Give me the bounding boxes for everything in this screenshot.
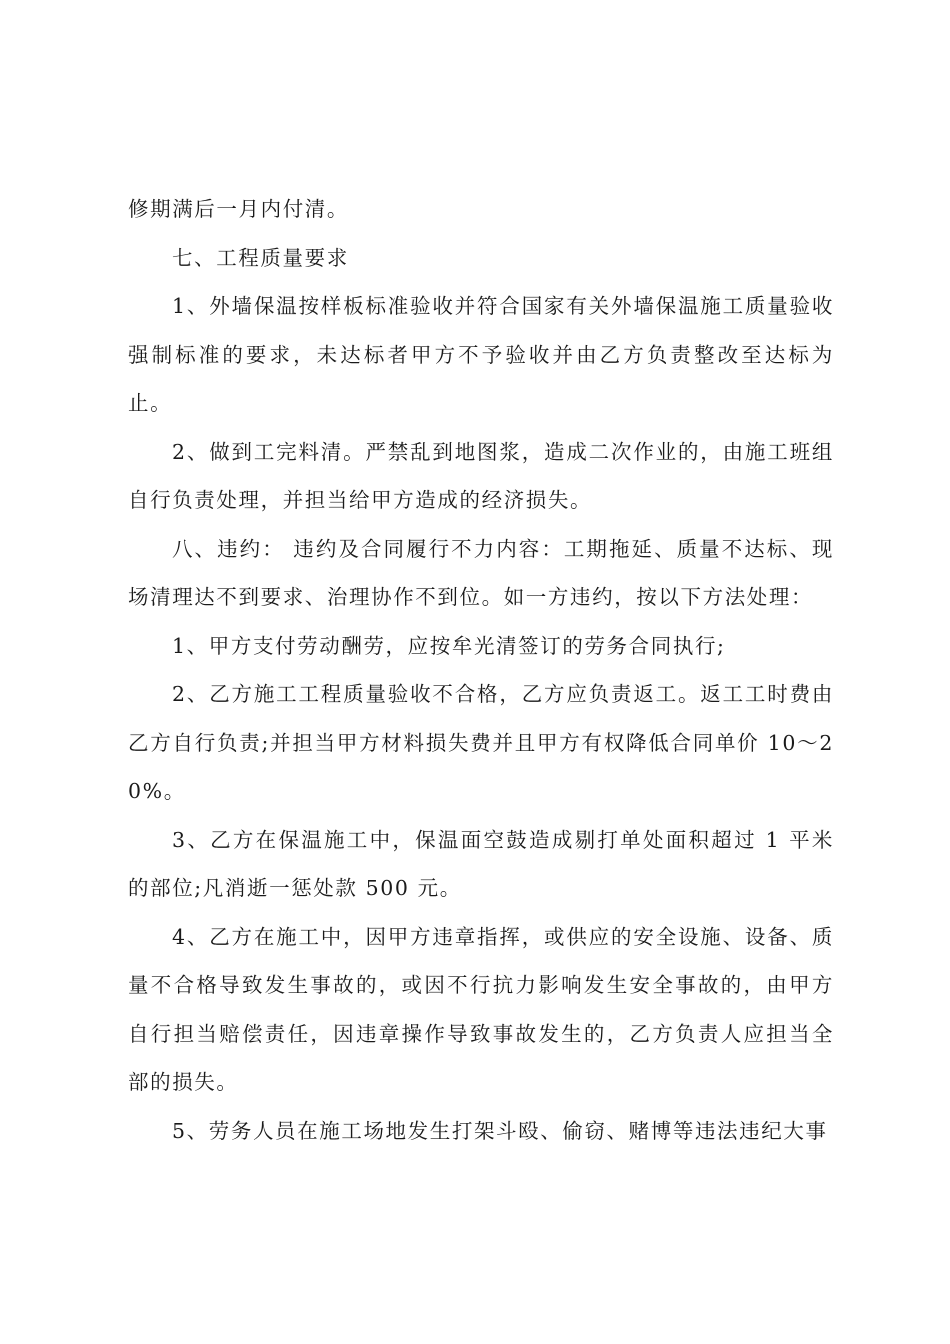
section-heading-breach: 八、违约： 违约及合同履行不力内容：工期拖延、质量不达标、现场清理达不到要求、治理协作不到位。如一方违约，按以下方法处理： bbox=[128, 536, 834, 609]
paragraph-breach-2: 2、乙方施工工程质量验收不合格，乙方应负责返工。返工工时费由乙方自行负责;并担当甲方材料损失费并且甲方有权降低合同单价 10～20%。 bbox=[128, 682, 834, 803]
paragraph-breach-3: 3、乙方在保温施工中，保温面空鼓造成剔打单处面积超过 1 平米的部位;凡消逝一惩处款 500 元。 bbox=[128, 827, 834, 900]
paragraph-breach-1: 1、甲方支付劳动酬劳，应按牟光清签订的劳务合同执行; bbox=[172, 633, 726, 658]
paragraph-breach-5: 5、劳务人员在施工场地发生打架斗殴、偷窃、赌博等违法违纪大事 bbox=[172, 1118, 828, 1143]
paragraph-warranty-payment: 修期满后一月内付清。 bbox=[128, 197, 349, 221]
paragraph-breach-4: 4、乙方在施工中，因甲方违章指挥，或供应的安全设施、设备、质量不合格导致发生事故的，或因不行抗力影响发生安全事故的，由甲方自行担当赔偿责任，因违章操作导致事故发生的，乙方负责人应担当全部的损失。 bbox=[128, 924, 834, 1094]
section-heading-quality: 七、工程质量要求 bbox=[172, 245, 349, 270]
paragraph-quality-2: 2、做到工完料清。严禁乱到地图浆，造成二次作业的，由施工班组自行负责处理，并担当给甲方造成的经济损失。 bbox=[128, 439, 834, 512]
document-body bbox=[128, 185, 834, 1155]
paragraph-quality-1: 1、外墙保温按样板标准验收并符合国家有关外墙保温施工质量验收强制标准的要求，未达标者甲方不予验收并由乙方负责整改至达标为止。 bbox=[128, 294, 834, 415]
